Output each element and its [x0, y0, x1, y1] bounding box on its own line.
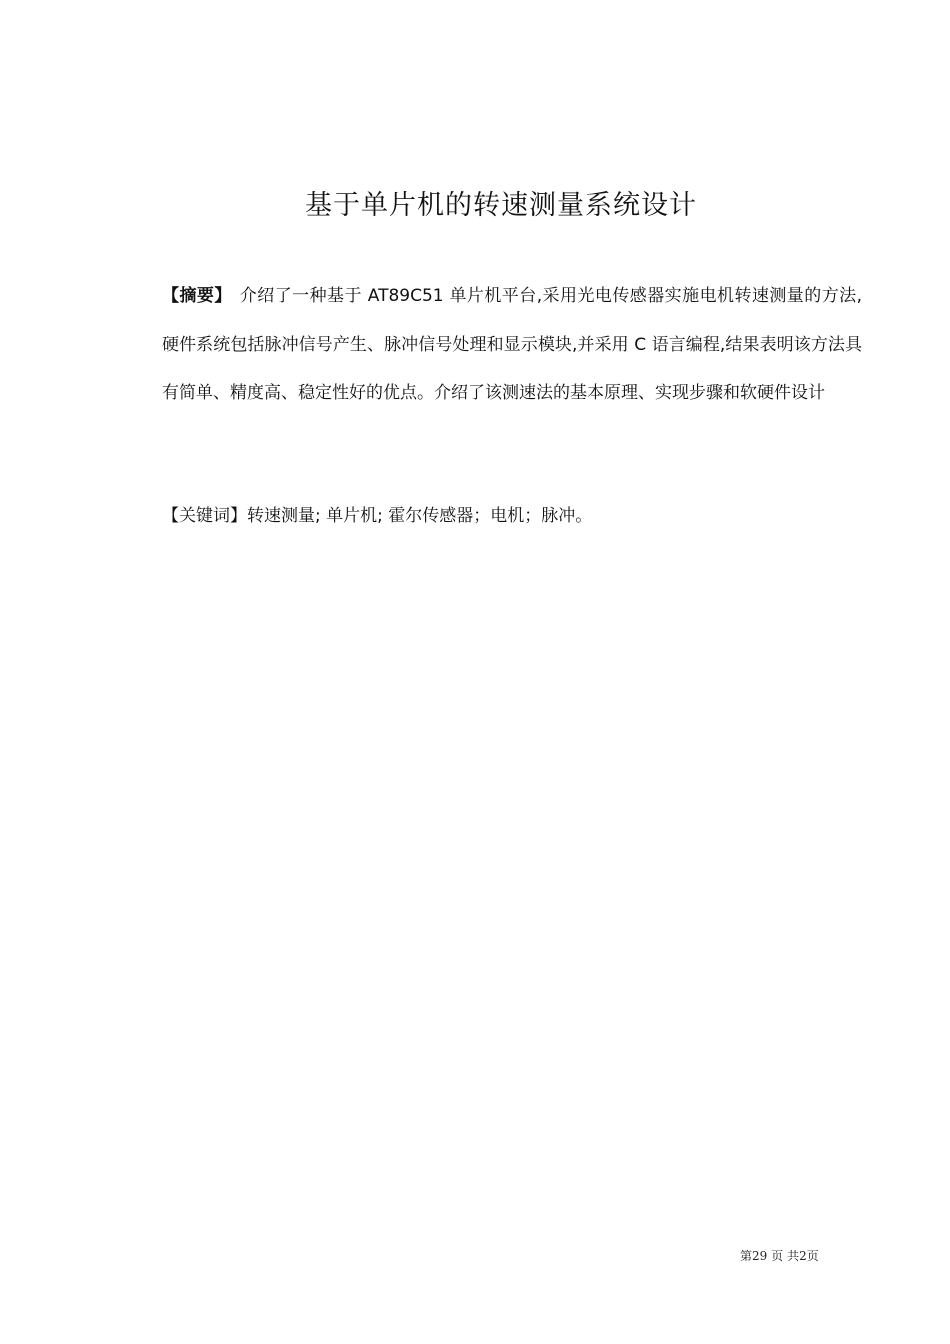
page-number: 第29 页 — [740, 1249, 784, 1263]
abstract-text: 介绍了一种基于 AT89C51 单片机平台,采用光电传感器实施电机转速测量的方法,硬件系统包括脉冲信号产生、脉冲信号处理和显示模块,并采用 C 语言编程,结果表明该方法具有简单、精度高、稳定性好的优点。介绍了该测速法的基本原理、实现步骤和软硬件设计 — [162, 286, 862, 403]
page-total: 共2页 — [787, 1249, 819, 1263]
keywords-text: 转速测量; 单片机; 霍尔传感器；电机；脉冲。 — [247, 506, 593, 526]
abstract-label: 【摘要】 — [162, 286, 232, 306]
keywords-label: 【关键词】 — [162, 506, 247, 526]
keywords-section — [162, 498, 862, 534]
abstract-section — [162, 272, 862, 418]
page-footer — [740, 1247, 819, 1264]
document-title: 基于单片机的转速测量系统设计 — [305, 190, 697, 221]
